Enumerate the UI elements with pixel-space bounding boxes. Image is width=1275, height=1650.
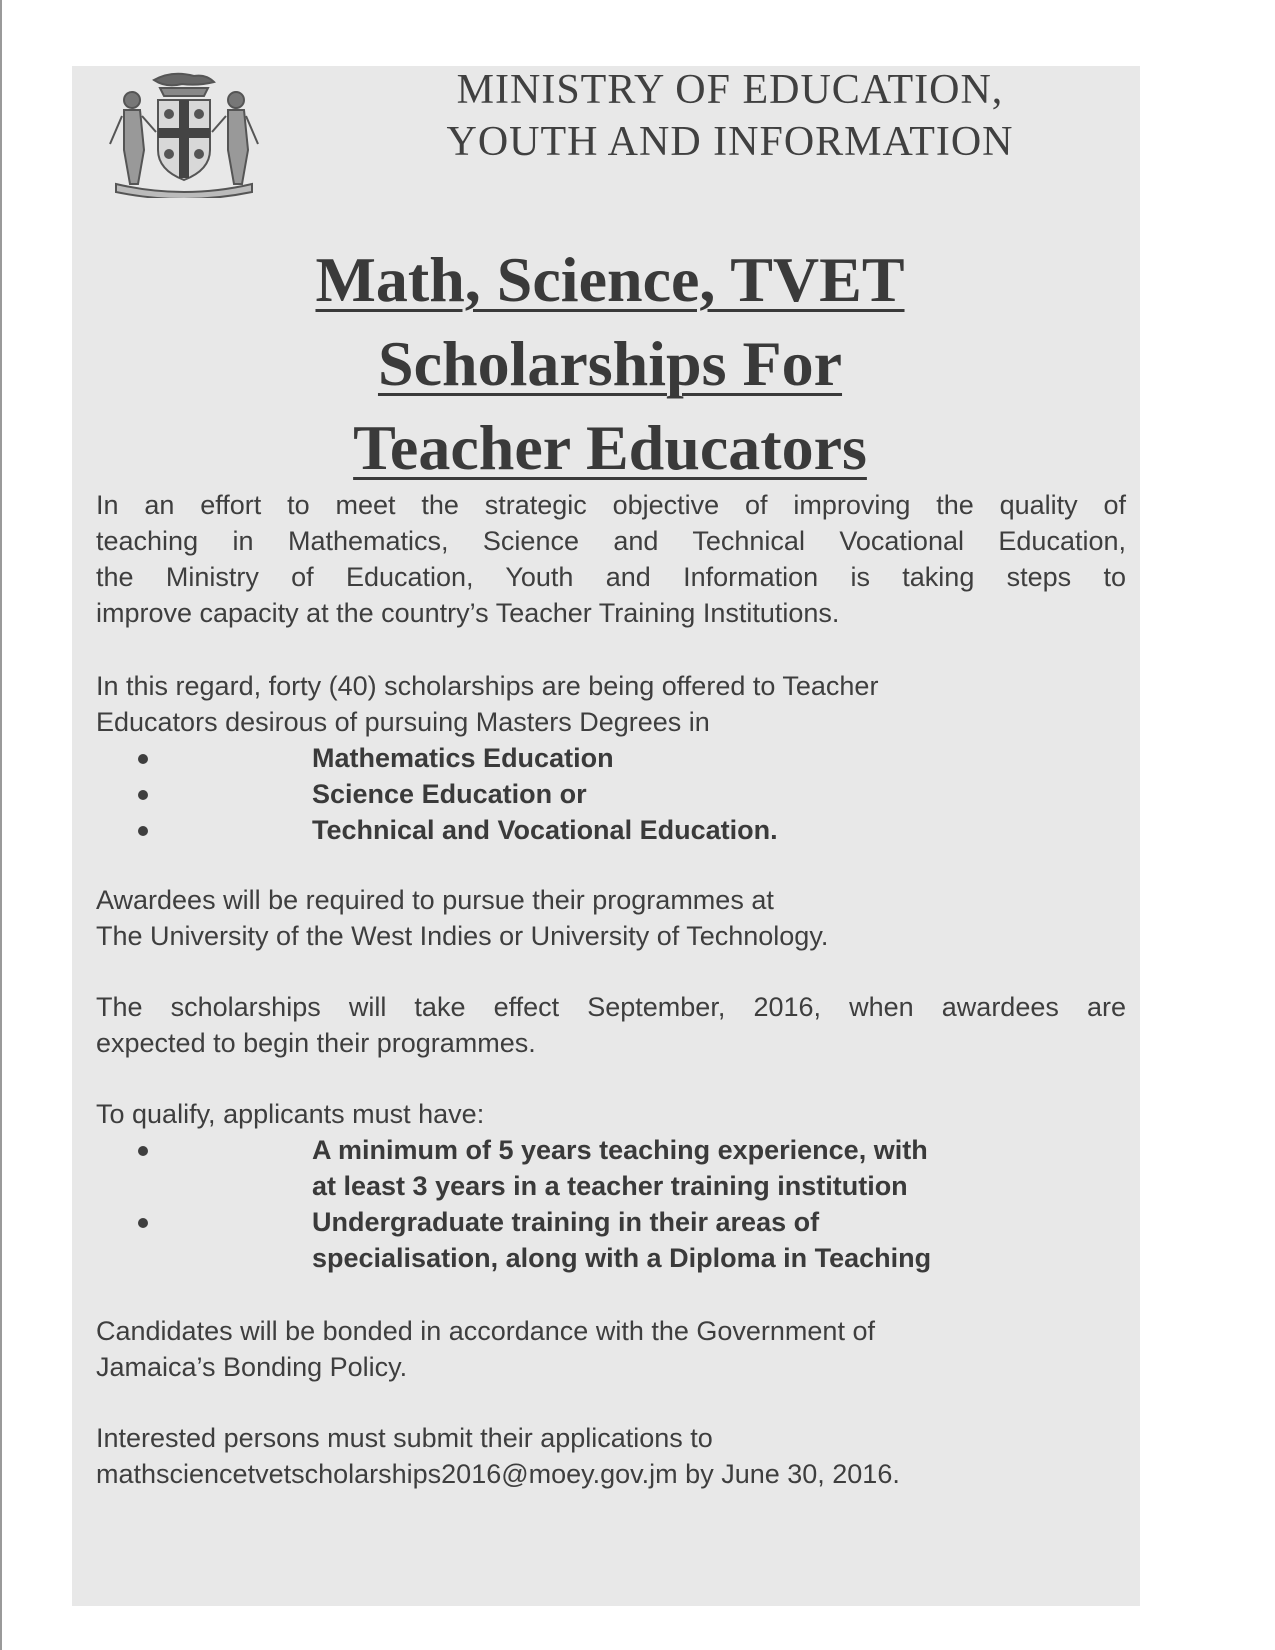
institutions-line-1: Awardees will be required to pursue their programmes at [96, 885, 774, 915]
title-line-2: Scholarships For [377, 328, 843, 399]
offer-paragraph [96, 668, 1126, 740]
degree-list [96, 740, 1126, 848]
requirements-list [96, 1132, 1126, 1276]
institutions-line-2: The University of the West Indies or University of Technology. [96, 921, 829, 951]
requirement-1-line-2: at least 3 years in a teacher training institution [312, 1171, 908, 1201]
intro-line-4: improve capacity at the country’s Teacher Training Institutions. [96, 598, 840, 628]
bullet-icon [138, 1146, 148, 1156]
list-item [96, 776, 1126, 812]
bonding-paragraph [96, 1313, 1126, 1385]
title-line-1: Math, Science, TVET [315, 244, 905, 315]
ministry-header [360, 64, 1100, 168]
degree-item: Technical and Vocational Education. [312, 815, 778, 845]
effective-line-2: expected to begin their programmes. [96, 1028, 536, 1058]
requirement-1-line-1: A minimum of 5 years teaching experience, with [312, 1135, 928, 1165]
bonding-line-1: Candidates will be bonded in accordance with the Government of [96, 1316, 875, 1346]
degree-item: Science Education or [312, 779, 587, 809]
bullet-icon [138, 754, 148, 764]
ministry-line-2: YOUTH AND INFORMATION [446, 119, 1014, 165]
page-title [160, 238, 1060, 490]
intro-line-1: In an effort to meet the strategic objective of improving the quality of [96, 490, 1126, 520]
offer-line-2: Educators desirous of pursuing Masters Degrees in [96, 707, 710, 737]
title-line-3: Teacher Educators [353, 412, 867, 483]
apply-paragraph [96, 1420, 1126, 1492]
requirement-2-line-2: specialisation, along with a Diploma in Teaching [312, 1243, 932, 1273]
degree-item: Mathematics Education [312, 743, 614, 773]
list-item [96, 740, 1126, 776]
apply-line-1: Interested persons must submit their applications to [96, 1423, 713, 1453]
effective-line-1: The scholarships will take effect September, 2016, when awardees are [96, 992, 1126, 1022]
coat-of-arms-icon [102, 66, 264, 198]
intro-paragraph [96, 487, 1126, 631]
effective-paragraph [96, 989, 1126, 1061]
bullet-icon [138, 790, 148, 800]
bullet-icon [138, 826, 148, 836]
list-item [96, 1132, 1126, 1204]
apply-line-2: mathsciencetvetscholarships2016@moey.gov.jm by June 30, 2016. [96, 1459, 900, 1489]
ministry-line-1: MINISTRY OF EDUCATION, [456, 67, 1004, 113]
offer-line-1: In this regard, forty (40) scholarships are being offered to Teacher [96, 671, 879, 701]
bonding-line-2: Jamaica’s Bonding Policy. [96, 1352, 408, 1382]
list-item [96, 1204, 1126, 1276]
page-border [0, 0, 2, 1650]
bullet-icon [138, 1218, 148, 1228]
qualify-heading: To qualify, applicants must have: [96, 1099, 485, 1129]
requirement-2-line-1: Undergraduate training in their areas of [312, 1207, 820, 1237]
institutions-paragraph [96, 882, 1126, 954]
list-item [96, 812, 1126, 848]
intro-line-3: the Ministry of Education, Youth and Information is taking steps to [96, 562, 1126, 592]
intro-line-2: teaching in Mathematics, Science and Technical Vocational Education, [96, 526, 1126, 556]
